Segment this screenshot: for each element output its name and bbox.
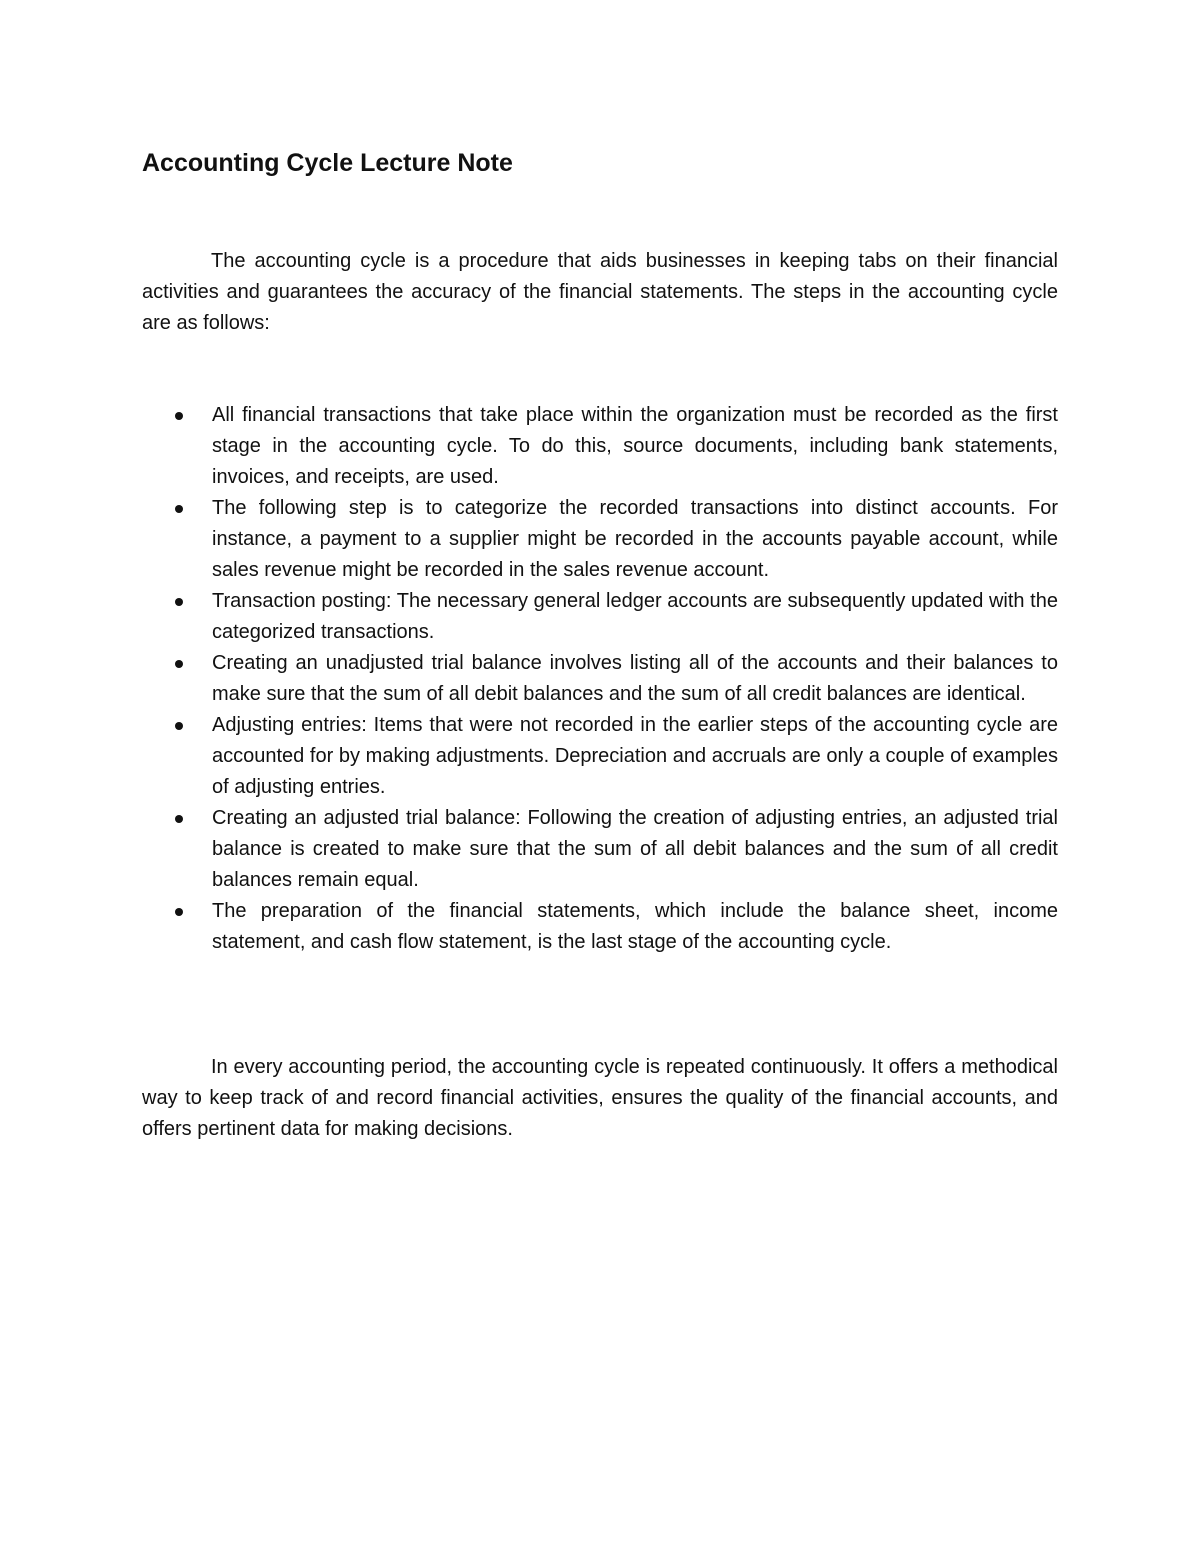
list-item [142,896,1058,958]
closing-paragraph: In every accounting period, the accounting cycle is repeated continuously. It offers a methodical way to keep track of and record financial activities, ensures the quality of the financial accounts, and offers pertinent data for making decisions. [142,1056,1058,1140]
bullet-icon [175,815,183,823]
bullet-icon [175,598,183,606]
step-text: Transaction posting: The necessary general ledger accounts are subsequently updated with the categorized transactions. [212,590,1058,643]
list-item [142,803,1058,896]
step-text: The preparation of the financial statements, which include the balance sheet, income statement, and cash flow statement, is the last stage of the accounting cycle. [212,900,1058,953]
list-item [142,493,1058,586]
step-text: Creating an unadjusted trial balance involves listing all of the accounts and their balances to make sure that the sum of all debit balances and the sum of all credit balances are identical. [212,652,1058,705]
document-title: Accounting Cycle Lecture Note [142,149,513,177]
step-text: Creating an adjusted trial balance: Following the creation of adjusting entries, an adjusted trial balance is created to make sure that the sum of all debit balances and the sum of all credit balances remain equal. [212,807,1058,891]
intro-paragraph: The accounting cycle is a procedure that aids businesses in keeping tabs on their financial activities and guarantees the accuracy of the financial statements. The steps in the accounting cycle are as follows: [142,250,1058,334]
list-item [142,648,1058,710]
bullet-icon [175,722,183,730]
accounting-steps-list [142,400,1058,958]
list-item [142,400,1058,493]
list-item [142,586,1058,648]
bullet-icon [175,908,183,916]
step-text: The following step is to categorize the recorded transactions into distinct accounts. For instance, a payment to a supplier might be recorded in the accounts payable account, while sales revenue might be recorded in the sales revenue account. [212,497,1058,581]
step-text: Adjusting entries: Items that were not recorded in the earlier steps of the accounting cycle are accounted for by making adjustments. Depreciation and accruals are only a couple of examples of adjusting entries. [212,714,1058,798]
bullet-icon [175,660,183,668]
bullet-icon [175,412,183,420]
step-text: All financial transactions that take place within the organization must be recorded as the first stage in the accounting cycle. To do this, source documents, including bank statements, invoices, and receipts, are used. [212,404,1058,488]
bullet-icon [175,505,183,513]
list-item [142,710,1058,803]
